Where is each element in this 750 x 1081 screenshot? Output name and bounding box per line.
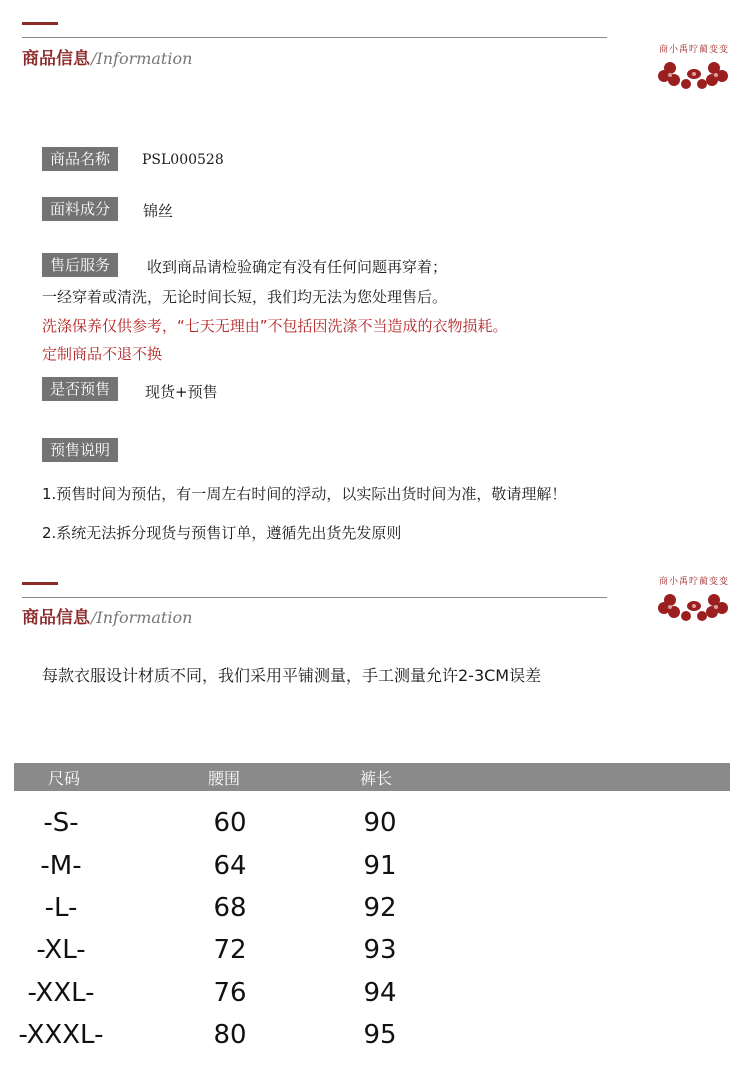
product-name-label: 商品名称	[42, 147, 118, 171]
section-subtitle: /Information	[91, 608, 193, 627]
section-divider	[22, 597, 607, 598]
after-sales-label: 售后服务	[42, 253, 118, 277]
waist-cell: 64	[213, 851, 247, 881]
presale-note-1: 1.预售时间为预估，有一周左右时间的浮动，以实际出货时间为准，敬请理解！	[42, 485, 567, 503]
length-cell: 93	[363, 935, 397, 965]
flower-emblem-icon	[656, 590, 732, 624]
product-name-value: PSL000528	[142, 152, 224, 168]
section-divider	[22, 37, 607, 38]
size-cell: -L-	[44, 893, 78, 923]
section-subtitle: /Information	[91, 49, 193, 68]
measurement-note: 每款衣服设计材质不同，我们采用平铺测量，手工测量允许2-3CM误差	[42, 666, 542, 685]
waist-cell: 76	[213, 978, 247, 1008]
section-title	[22, 44, 192, 69]
size-cell: -S-	[43, 808, 79, 838]
section-accent-bar	[22, 22, 58, 25]
presale-label: 是否预售	[42, 377, 118, 401]
length-cell: 91	[363, 851, 397, 881]
waist-cell: 60	[213, 808, 247, 838]
presale-value: 现货+预售	[145, 383, 218, 401]
size-table-header	[14, 763, 730, 791]
fabric-value: 锦丝	[143, 202, 174, 220]
length-cell: 95	[363, 1020, 397, 1050]
brand-logo-text: 商小禹咛蔺变变	[658, 577, 729, 587]
column-header-length: 裤长	[360, 769, 393, 788]
brand-logo	[648, 574, 740, 638]
size-cell: -XXL-	[27, 978, 95, 1008]
waist-cell: 72	[213, 935, 247, 965]
column-header-size: 尺码	[48, 769, 81, 788]
presale-note-2: 2.系统无法拆分现货与预售订单，遵循先出货先发原则	[42, 524, 402, 542]
length-cell: 90	[363, 808, 397, 838]
after-sales-line-1: 收到商品请检验确定有没有任何问题再穿着；	[147, 258, 448, 276]
size-cell: -XL-	[36, 935, 86, 965]
waist-cell: 68	[213, 893, 247, 923]
size-cell: -XXXL-	[18, 1020, 104, 1050]
section-accent-bar	[22, 582, 58, 585]
custom-no-return-text: 定制商品不退不换	[42, 345, 163, 363]
section-title-text: 商品信息	[22, 49, 90, 69]
size-cell: -M-	[40, 851, 82, 881]
section-title-text: 商品信息	[22, 608, 90, 628]
fabric-label: 面料成分	[42, 197, 118, 221]
length-cell: 92	[363, 893, 397, 923]
presale-note-label: 预售说明	[42, 438, 118, 462]
section-title	[22, 603, 192, 628]
waist-cell: 80	[213, 1020, 247, 1050]
flower-emblem-icon	[656, 58, 732, 92]
brand-logo	[648, 42, 740, 106]
care-warning-text: 洗涤保养仅供参考，“七天无理由”不包括因洗涤不当造成的衣物损耗。	[42, 317, 508, 335]
after-sales-line-2: 一经穿着或清洗，无论时间长短，我们均无法为您处理售后。	[42, 288, 448, 306]
column-header-waist: 腰围	[208, 769, 241, 788]
length-cell: 94	[363, 978, 397, 1008]
brand-logo-text: 商小禹咛蔺变变	[658, 45, 729, 55]
